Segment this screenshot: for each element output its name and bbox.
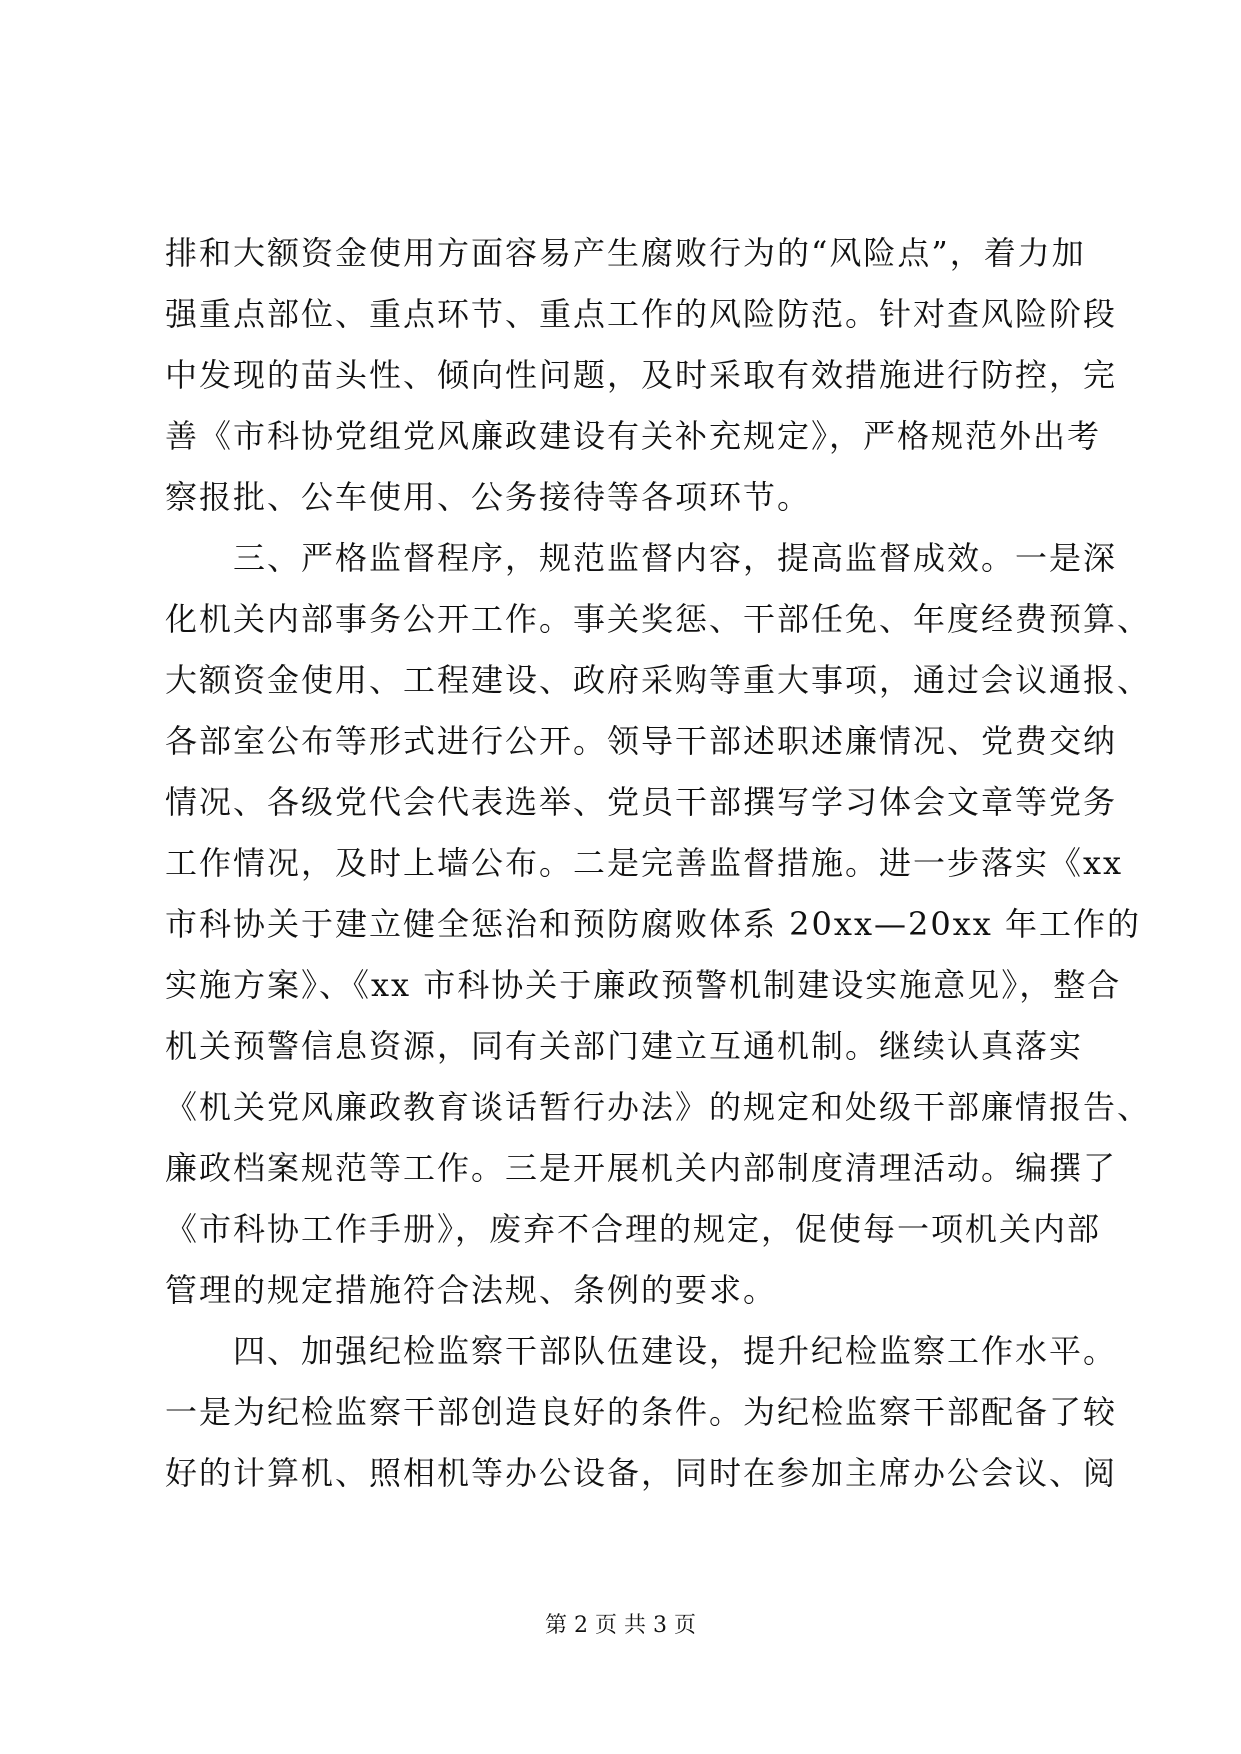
body-text: [165, 223, 1152, 1504]
text-line: 中发现的苗头性、倾向性问题，及时采取有效措施进行防控，完: [165, 356, 1118, 394]
text-line: 三、严格监督程序，规范监督内容，提高监督成效。一是深: [165, 539, 1118, 577]
text-line: 善《市科协党组党风廉政建设有关补充规定》，严格规范外出考: [165, 417, 1102, 455]
text-line: 四、加强纪检监察干部队伍建设，提升纪检监察工作水平。: [165, 1332, 1118, 1370]
text-line: 化机关内部事务公开工作。事关奖惩、干部任免、年度经费预算、: [165, 600, 1152, 638]
text-line: 《市科协工作手册》，废弃不合理的规定，促使每一项机关内部: [165, 1210, 1102, 1248]
text-line: 察报批、公车使用、公务接待等各项环节。: [165, 478, 812, 516]
text-line: 大额资金使用、工程建设、政府采购等重大事项，通过会议通报、: [165, 661, 1152, 699]
page-number: 第 2 页 共 3 页: [545, 1613, 696, 1638]
text-line: 市科协关于建立健全惩治和预防腐败体系 20xx—20xx 年工作的: [165, 905, 1141, 943]
text-line: 廉政档案规范等工作。三是开展机关内部制度清理活动。编撰了: [165, 1149, 1118, 1187]
text-line: 各部室公布等形式进行公开。领导干部述职述廉情况、党费交纳: [165, 722, 1118, 760]
text-line: 一是为纪检监察干部创造良好的条件。为纪检监察干部配备了较: [165, 1393, 1118, 1431]
text-line: 管理的规定措施符合法规、条例的要求。: [165, 1271, 778, 1309]
text-line: 强重点部位、重点环节、重点工作的风险防范。针对查风险阶段: [165, 295, 1118, 333]
text-line: 工作情况，及时上墙公布。二是完善监督措施。进一步落实《xx: [165, 844, 1124, 882]
text-line: 好的计算机、照相机等办公设备，同时在参加主席办公会议、阅: [165, 1454, 1118, 1492]
text-line: 排和大额资金使用方面容易产生腐败行为的“风险点”，着力加: [165, 234, 1086, 272]
text-line: 《机关党风廉政教育谈话暂行办法》的规定和处级干部廉情报告、: [165, 1088, 1152, 1126]
page-footer: [0, 1611, 1241, 1641]
text-line: 情况、各级党代会代表选举、党员干部撰写学习体会文章等党务: [165, 783, 1118, 821]
text-line: 机关预警信息资源，同有关部门建立互通机制。继续认真落实: [165, 1027, 1084, 1065]
text-line: 实施方案》、《xx 市科协关于廉政预警机制建设实施意见》，整合: [165, 966, 1122, 1004]
